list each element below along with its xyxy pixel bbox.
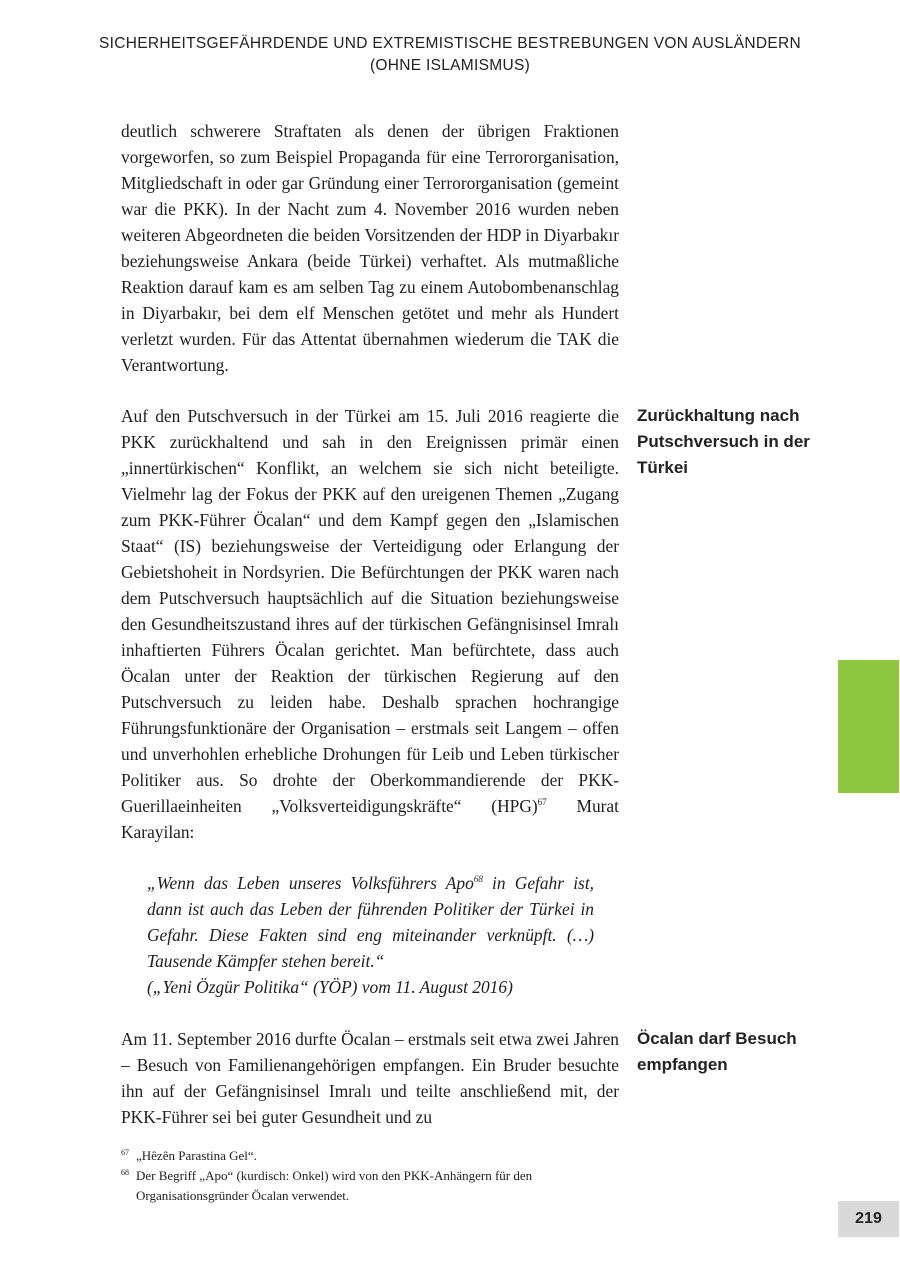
footnote-number: 67 [121, 1148, 129, 1157]
footnote-text: Der Begriff „Apo“ (kurdisch: Onkel) wird von den PKK-Anhängern für den Organisationsgründer Öcalan verwendet. [136, 1168, 533, 1203]
margin-heading-2: Öcalan darf Besuch empfangen [637, 1029, 797, 1074]
quote-text-a: „Wenn das Leben unseres Volksführers Apo [147, 873, 474, 893]
footnote-67 [121, 1146, 619, 1166]
paragraph-3: Am 11. September 2016 durfte Öcalan – erstmals seit etwa zwei Jahren – Besuch von Familienangehörigen empfangen. Ein Bruder besuchte ihn auf der Gefängnisinsel Imralı und teilte anschließend mit, der PKK-Führer sei bei guter Gesundheit und zu [121, 1029, 619, 1127]
footnote-ref-68: 68 [473, 874, 483, 885]
chapter-tab-marker [838, 660, 899, 793]
quote-source: („Yeni Özgür Politika“ (YÖP) vom 11. August 2016) [147, 977, 513, 997]
footnote-68 [121, 1166, 619, 1206]
header-line-1: SICHERHEITSGEFÄHRDENDE UND EXTREMISTISCHE BESTREBUNGEN VON AUSLÄNDERN [99, 35, 801, 52]
footnote-text: „Hêzên Parastina Gel“. [136, 1148, 257, 1163]
margin-heading-1: Zurückhaltung nach Putschversuch in der Türkei [637, 406, 810, 477]
footnote-ref-67: 67 [537, 797, 547, 808]
paragraph-2-main: Auf den Putschversuch in der Türkei am 15. Juli 2016 reagierte die PKK zurückhaltend und sah in den Ereignissen primär einen „innertürkischen“ Konflikt, an welchem sie sich nicht beteiligte. Vielmehr lag der Fokus der PKK auf den ureigenen Themen „Zugang zum PKK-Führer Öcalan“ und dem Kampf gegen den „Islamischen Staat“ (IS) beziehungsweise der Verteidigung oder Erlangung der Gebietshoheit in Nordsyrien. Die Befürchtungen der PKK waren nach dem Putschversuch hauptsächlich auf die Situation beziehungsweise den Gesundheitszustand ihres auf der türkischen Gefängnisinsel Imralı inhaftierten Führers Öcalan gerichtet. Man befürchtete, dass auch Öcalan unter der Reaktion der türkischen Regierung auf den Putschversuch zu leiden habe. Deshalb sprachen hochrangige Führungsfunktionäre der Organisation – erstmals seit Langem – offen und unverhohlen erhebliche Drohungen für Leib und Leben türkischer Politiker aus. So drohte der Oberkommandierende der PKK-Guerillaeinheiten „Volksverteidigungskräfte“ (HPG) [121, 406, 619, 816]
paragraph-2 [121, 403, 619, 845]
footnotes [121, 1146, 619, 1206]
quote-text-b: in Gefahr ist, dann ist auch das Leben der führenden Politiker der Türkei in Gefahr. Diese Fakten sind eng miteinander verknüpft. (…) Tausende Kämpfer stehen bereit.“ [147, 873, 594, 971]
block-quote [147, 870, 594, 1000]
page-number: 219 [838, 1201, 899, 1237]
running-header [0, 33, 900, 77]
header-line-2: (OHNE ISLAMISMUS) [369, 57, 531, 74]
footnote-number: 68 [121, 1168, 129, 1177]
paragraph-1: deutlich schwerere Straftaten als denen der übrigen Fraktionen vorgeworfen, so zum Beispiel Propaganda für eine Terrororganisation, Mitgliedschaft in oder gar Gründung einer Terrororganisation (gemeint war die PKK). In der Nacht zum 4. November 2016 wurden neben weiteren Abgeordneten die beiden Vorsitzenden der HDP in Diyarbakır beziehungsweise Ankara (beide Türkei) verhaftet. Als mutmaßliche Reaktion darauf kam es am selben Tag zu einem Autobombenanschlag in Diyarbakır, bei dem elf Menschen getötet und mehr als Hundert verletzt wurden. Für das Attentat übernahmen wiederum die TAK die Verantwortung. [121, 121, 619, 375]
paragraph-2-end: Murat Karayilan: [121, 796, 619, 842]
